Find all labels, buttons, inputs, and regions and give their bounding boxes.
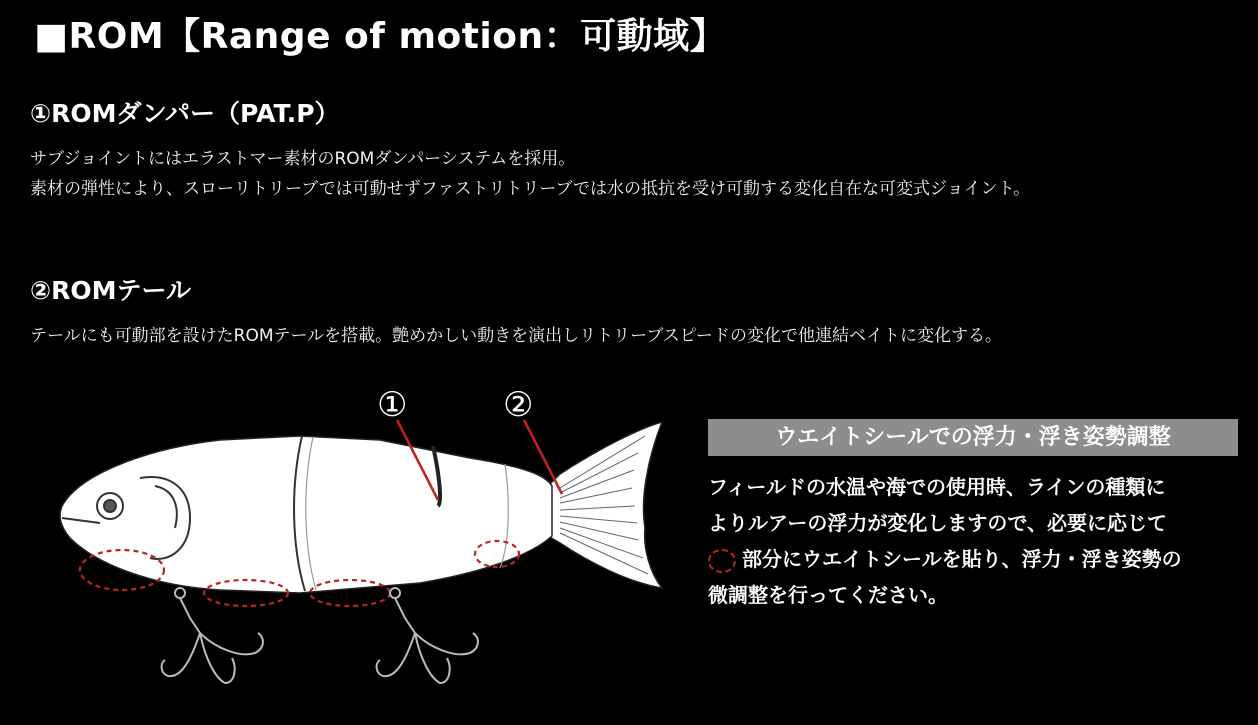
weight-seal-line-3-text: 部分にウエイトシールを貼り、浮力・浮き姿勢の bbox=[742, 547, 1182, 571]
weight-seal-description bbox=[708, 469, 1248, 613]
rom-damper-line-1: サブジョイントにはエラストマー素材のROMダンパーシステムを採用。 bbox=[30, 149, 576, 169]
swimbait-lure-illustration bbox=[40, 378, 680, 718]
callout-2-label: ② bbox=[503, 385, 534, 425]
section-rom-damper-title: ①ROMダンパー（PAT.P） bbox=[30, 99, 340, 128]
weight-seal-line-3 bbox=[708, 541, 1248, 577]
weight-seal-line-1: フィールドの水温や海での使用時、ラインの種類に bbox=[708, 475, 1166, 499]
weight-seal-line-4: 微調整を行ってください。 bbox=[708, 583, 948, 607]
weight-seal-line-2: よりルアーの浮力が変化しますので、必要に応じて bbox=[708, 511, 1167, 535]
weight-seal-heading: ウエイトシールでの浮力・浮き姿勢調整 bbox=[708, 419, 1238, 456]
treble-hook-icon bbox=[377, 588, 478, 683]
rom-damper-line-2: 素材の弾性により、スローリトリーブでは可動せずファストリトリーブでは水の抵抗を受け可動する変化自在な可変式ジョイント。 bbox=[30, 178, 1031, 199]
treble-hook-icon bbox=[162, 588, 263, 683]
section-rom-tail-title: ②ROMテール bbox=[30, 276, 192, 305]
page-title: ■ROM【Range of motion：可動域】 bbox=[34, 16, 727, 57]
section-rom-tail-body: テールにも可動部を設けたROMテールを搭載。艶めかしい動きを演出しリトリーブスピードの変化で他連結ベイトに変化する。 bbox=[30, 326, 1002, 346]
tail-fin-icon bbox=[548, 422, 662, 588]
callout-1-label: ① bbox=[377, 385, 408, 425]
section-rom-damper-body bbox=[30, 145, 1245, 204]
dashed-circle-icon bbox=[708, 549, 736, 573]
